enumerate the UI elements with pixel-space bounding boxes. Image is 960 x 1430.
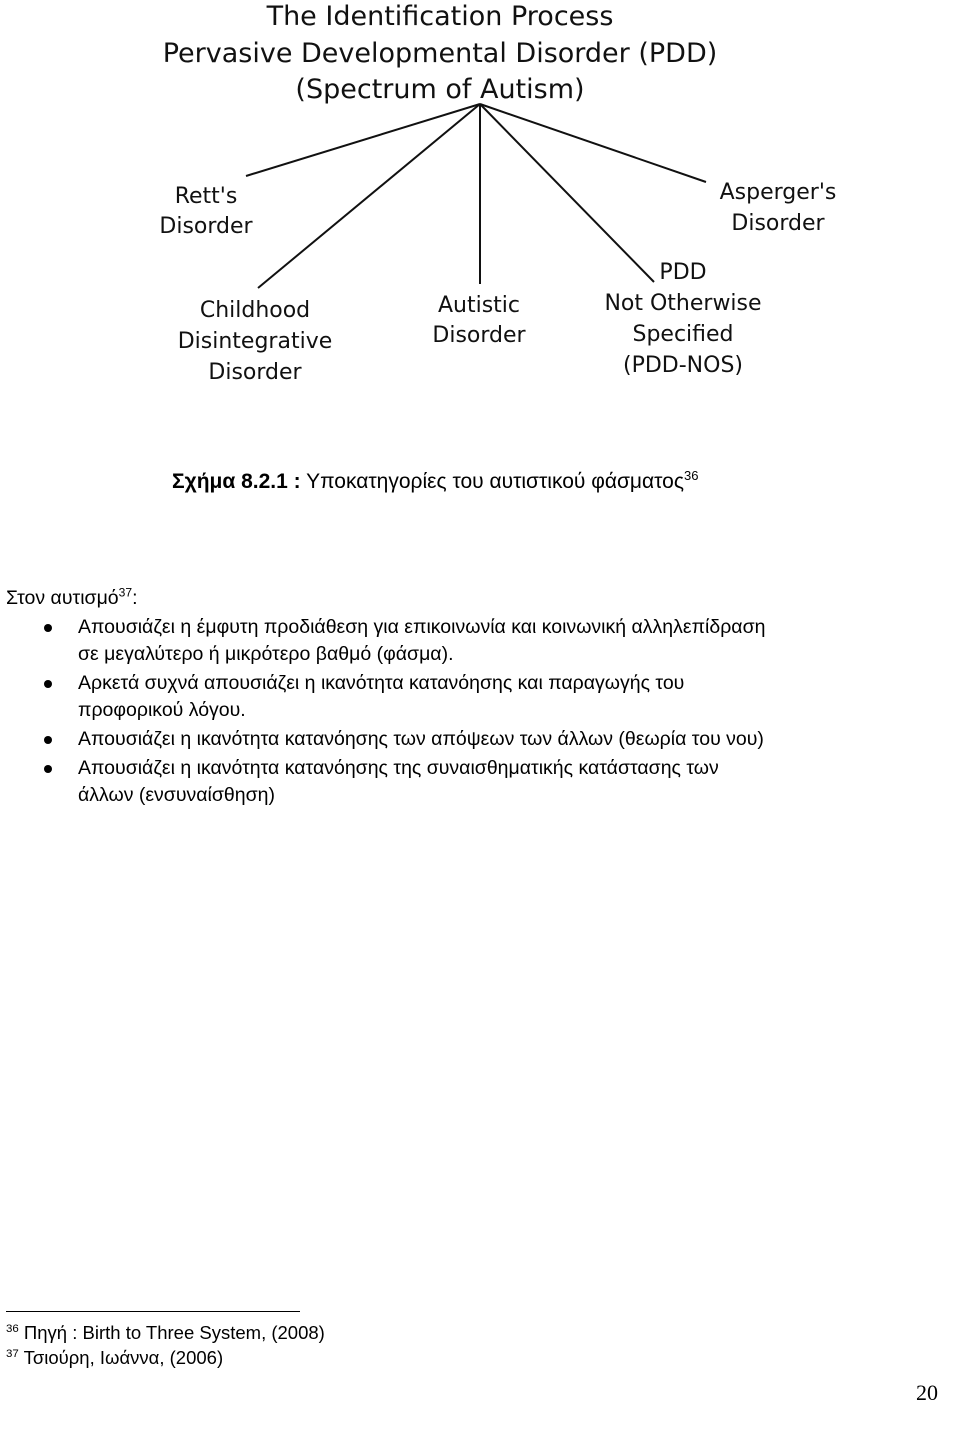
intro-footnote-ref: 37 (118, 585, 133, 600)
pdd-tree-svg (0, 0, 960, 420)
footnote-text: Πηγή : Birth to Three System, (2008) (23, 1322, 325, 1343)
node-pddnos (604, 260, 761, 378)
page-number: 20 (916, 1380, 938, 1405)
node-retts (159, 184, 253, 239)
list-item (0, 614, 960, 668)
footnote-number: 36 (6, 1322, 19, 1335)
footnote-36 (6, 1322, 325, 1344)
diagram-title-line-1: The Identification Process (266, 1, 614, 32)
caption-footnote-ref: 36 (683, 468, 699, 483)
bullet-icon (44, 680, 52, 688)
caption-label: Σχήμα 8.2.1 : (172, 470, 301, 493)
node-childhood-line-3: Disorder (208, 360, 302, 385)
node-aspergers-line-1: Asperger's (719, 180, 837, 205)
list-item-line-1: Απουσιάζει η ικανότητα κατανόησης της συναισθηματικής κατάστασης των (78, 757, 719, 779)
intro-line (6, 587, 138, 610)
node-pddnos-line-4: (PDD-NOS) (623, 353, 743, 378)
node-pddnos-line-2: Not Otherwise (604, 291, 762, 316)
node-childhood-line-2: Disintegrative (177, 329, 333, 354)
pdd-diagram (0, 0, 960, 420)
node-aspergers (720, 180, 837, 236)
bullet-icon (44, 624, 52, 632)
node-pddnos-line-3: Specified (632, 322, 734, 347)
connector-retts (246, 104, 480, 176)
footnote-37 (6, 1347, 223, 1369)
list-item-line-2: άλλων (ενσυναίσθηση) (78, 784, 275, 806)
node-retts-line-2: Disorder (159, 214, 253, 239)
node-childhood (178, 298, 333, 385)
node-retts-line-1: Rett's (174, 184, 238, 209)
intro-suffix: : (132, 587, 138, 609)
footnote-text: Τσιούρη, Ιωάννα, (2006) (23, 1347, 224, 1368)
footnote-number: 37 (6, 1347, 19, 1360)
node-aspergers-line-2: Disorder (731, 211, 825, 236)
tree-connectors (246, 104, 706, 288)
list-item-line-1: Απουσιάζει η ικανότητα κατανόησης των απόψεων των άλλων (θεωρία του νου) (78, 728, 764, 750)
node-autistic-line-2: Disorder (432, 323, 526, 348)
diagram-title-line-3: (Spectrum of Autism) (295, 74, 585, 105)
intro-text: Στον αυτισμό (6, 587, 119, 609)
list-item (0, 670, 960, 724)
figure-caption (172, 470, 698, 494)
node-pddnos-line-1: PDD (659, 260, 707, 285)
connector-pddnos (480, 104, 654, 282)
list-item-line-1: Αρκετά συχνά απουσιάζει η ικανότητα κατανόησης και παραγωγής του (78, 672, 685, 694)
node-childhood-line-1: Childhood (199, 298, 311, 323)
caption-text: Υποκατηγορίες του αυτιστικού φάσματος (300, 470, 684, 493)
diagram-title-line-2: Pervasive Developmental Disorder (PDD) (162, 38, 718, 69)
connector-aspergers (480, 104, 706, 182)
bullet-list (0, 614, 960, 811)
list-item-line-2: προφορικού λόγου. (78, 699, 246, 721)
node-autistic (432, 293, 526, 348)
bullet-icon (44, 736, 52, 744)
list-item (0, 726, 960, 753)
list-item (0, 755, 960, 809)
list-item-line-1: Απουσιάζει η έμφυτη προδιάθεση για επικοινωνία και κοινωνική αλληλεπίδραση (78, 616, 766, 638)
node-autistic-line-1: Autistic (437, 293, 521, 318)
footnote-separator (6, 1311, 300, 1312)
bullet-icon (44, 765, 52, 773)
list-item-line-2: σε μεγαλύτερο ή μικρότερο βαθμό (φάσμα). (78, 643, 454, 665)
connector-childhood (258, 104, 480, 288)
diagram-title (163, 1, 718, 105)
